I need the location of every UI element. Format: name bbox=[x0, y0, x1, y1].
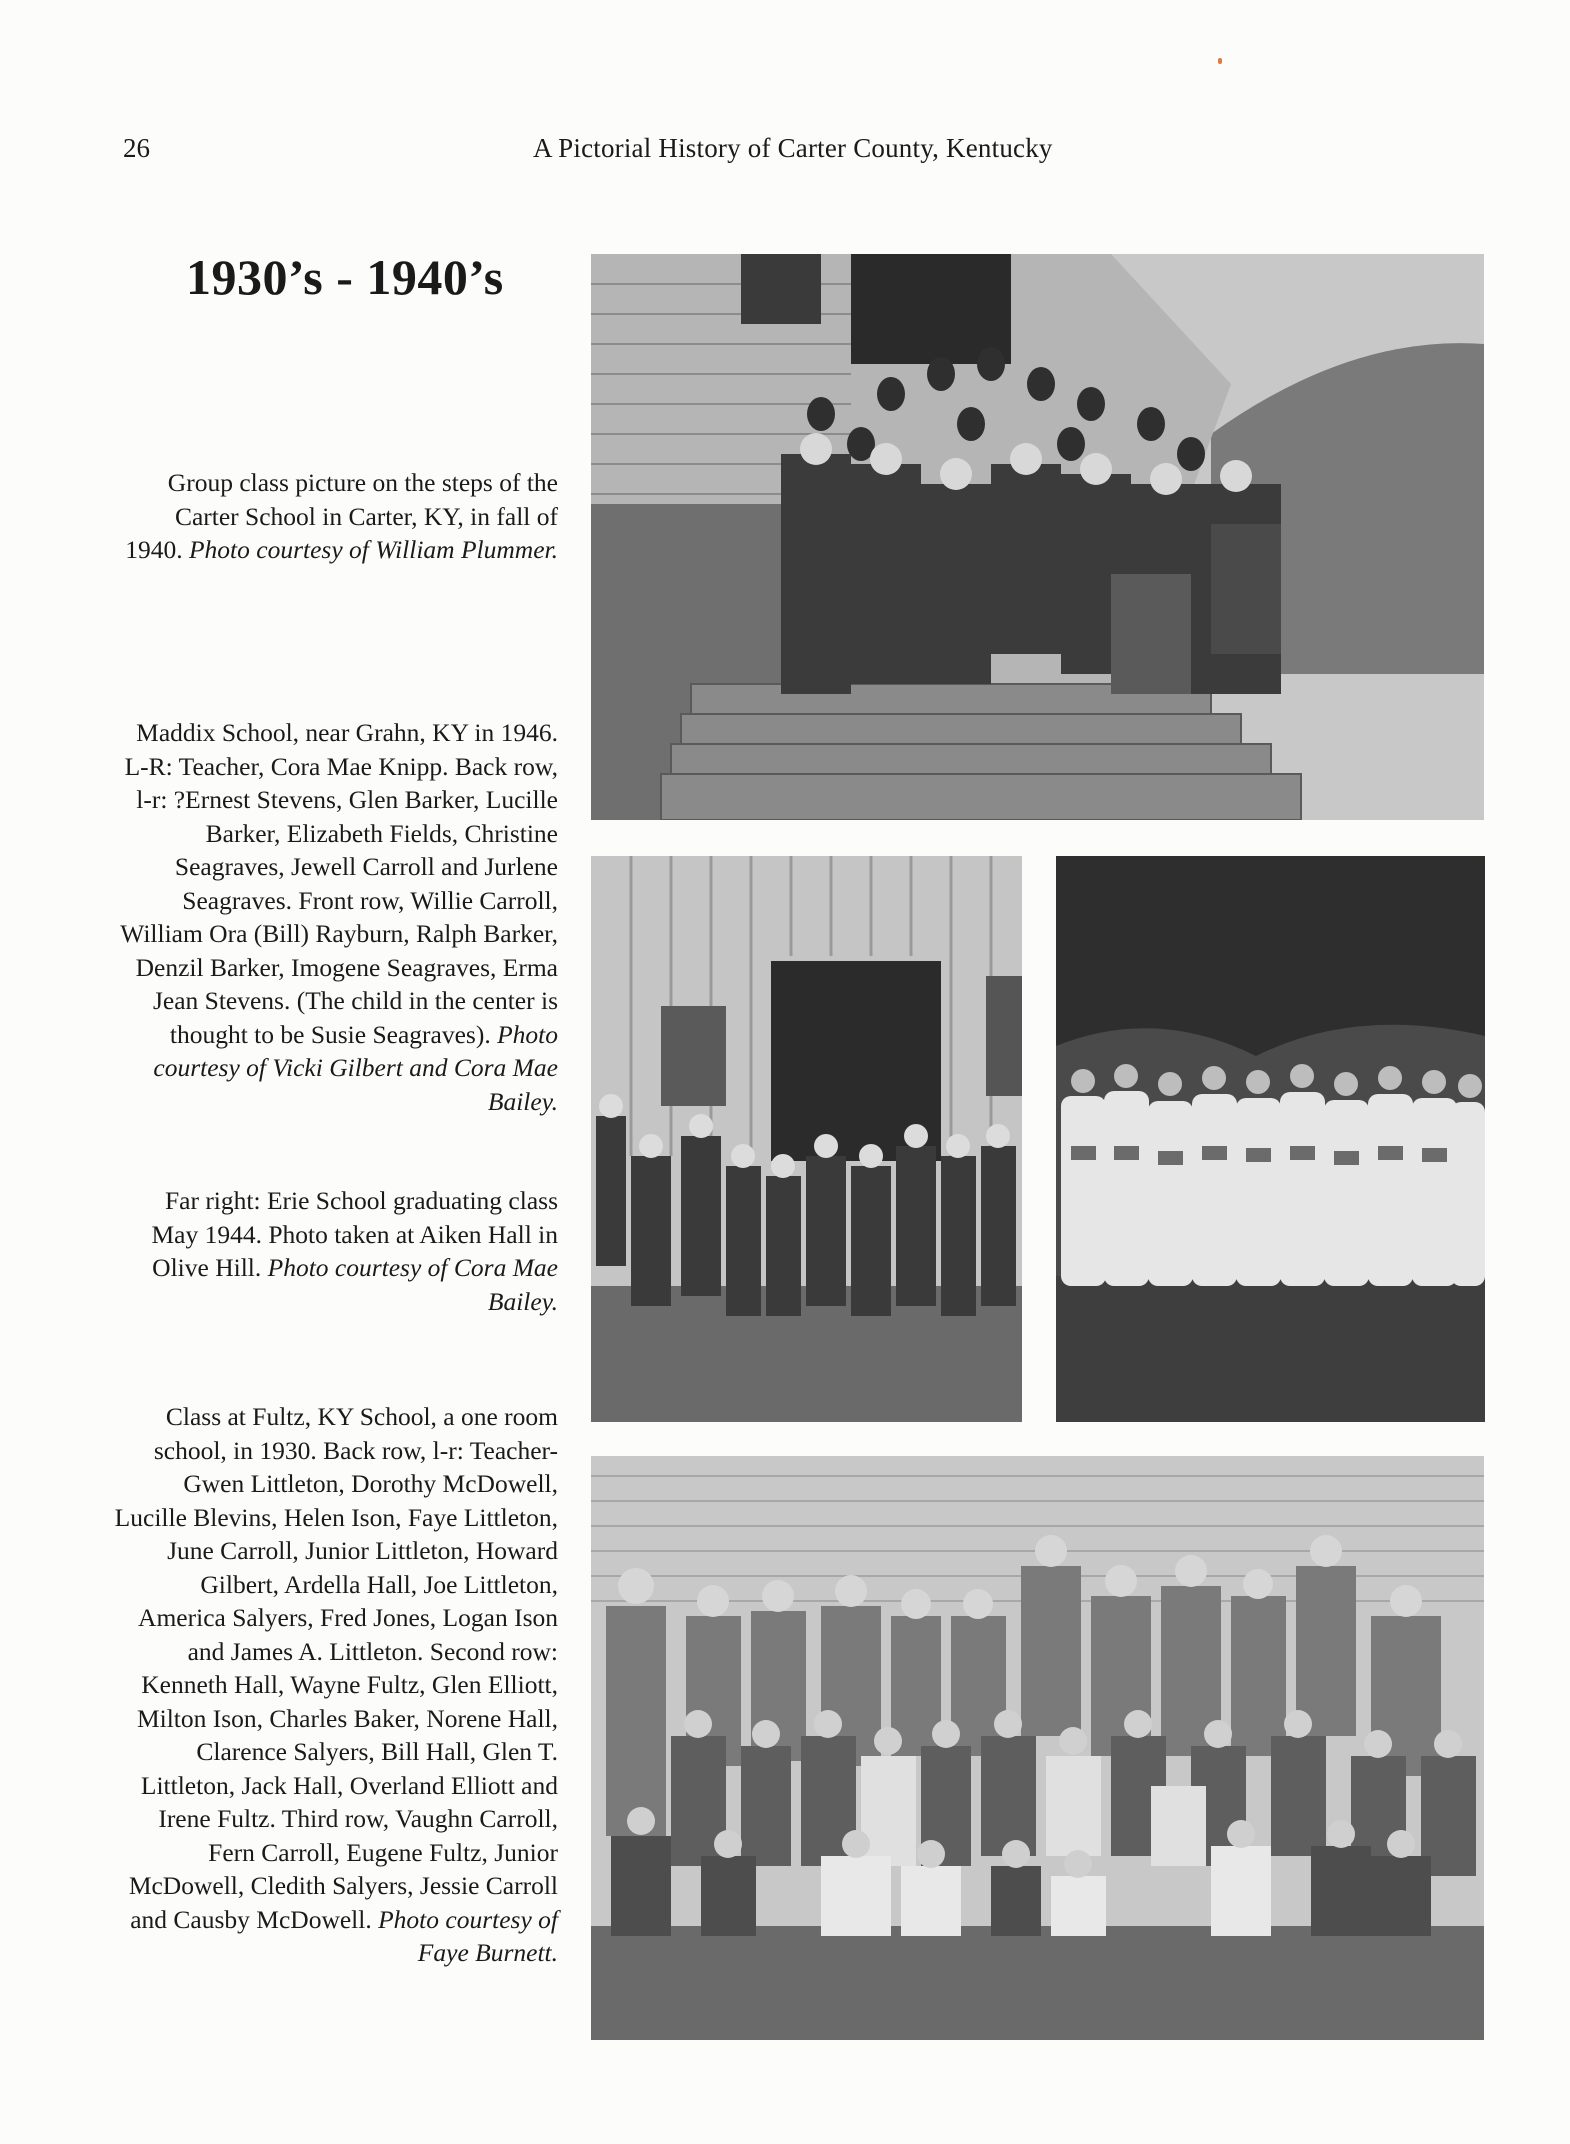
section-title: 1930’s - 1940’s bbox=[186, 249, 504, 305]
caption-erie-school bbox=[112, 1184, 558, 1318]
photo-erie-school-graduates bbox=[1056, 856, 1485, 1422]
caption-text: Class at Fultz, KY School, a one room school, in 1930. Back row, l-r: Teacher-Gwen Littleton, Dorothy McDowell, Lucille Blevins, Helen Ison, Faye Littleton, June Carroll, Junior Littleton, Howard Gilbert, Ardella Hall, Joe Littleton, America Salyers, Fred Jones, Logan Ison and James A. Littleton. Second row: Kenneth Hall, Wayne Fultz, Glen Elliott, Milton Ison, Charles Baker, Norene Hall, Clarence Salyers, Bill Hall, Glen T. Littleton, Jack Hall, Overland Elliott and Irene Fultz. Third row, Vaughn Carroll, Fern Carroll, Eugene Fultz, Junior McDowell, Cledith Salyers, Jessie Carroll and Causby McDowell. bbox=[114, 1402, 558, 1934]
running-header: A Pictorial History of Carter County, Kentucky bbox=[533, 133, 1053, 163]
caption-text: Group class picture on the steps of the Carter School in Carter, KY, in fall of 1940. bbox=[125, 468, 558, 564]
page-number: 26 bbox=[123, 133, 150, 163]
caption-text: Maddix School, near Grahn, KY in 1946. L-R: Teacher, Cora Mae Knipp. Back row, l-r: ?Ernest Stevens, Glen Barker, Lucille Barker, Elizabeth Fields, Christine Seagraves, Jewell Carroll and Jurlene Seagraves. Front row, Willie Carroll, William Ora (Bill) Rayburn, Ralph Barker, Denzil Barker, Imogene Seagraves, Erma Jean Stevens. (The child in the center is thought to be Susie Seagraves). bbox=[120, 718, 558, 1049]
caption-text: Far right: Erie School graduating class May 1944. Photo taken at Aiken Hall in Olive Hill. bbox=[151, 1186, 558, 1282]
photo-credit: Photo courtesy of William Plummer. bbox=[188, 535, 558, 564]
photo-credit: Photo courtesy of Vicki Gilbert and Cora Mae Bailey. bbox=[153, 1019, 558, 1116]
photo-credit: Photo courtesy of Cora Mae Bailey. bbox=[267, 1253, 558, 1316]
photo-credit: Photo courtesy of Faye Burnett. bbox=[378, 1904, 558, 1967]
photo-carter-school-group bbox=[591, 254, 1484, 820]
photo-maddix-school bbox=[591, 856, 1022, 1422]
caption-maddix-school bbox=[112, 716, 558, 1118]
caption-carter-school bbox=[112, 466, 558, 567]
scan-speck bbox=[1218, 58, 1222, 64]
photo-fultz-school-class bbox=[591, 1456, 1484, 2040]
caption-fultz-school bbox=[112, 1400, 558, 1970]
